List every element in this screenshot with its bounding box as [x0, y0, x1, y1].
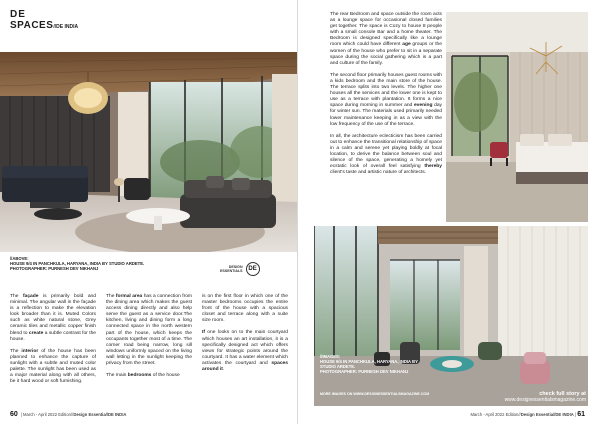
left-photo-caption — [10, 256, 210, 271]
caption-head: //IMAGES: — [320, 354, 341, 359]
brand-spaces: SPACES — [10, 20, 54, 31]
paragraph: is on the first floor in which one of the master bedrooms occupies the entire front of the house with a spacious closet and terrace along with a suite size room. — [202, 294, 288, 324]
caption-line: STUDIO ARDETE. — [320, 364, 356, 369]
living-room-photo — [0, 52, 298, 252]
paragraph: In all, the architecture eclecticism has been carried out to enhance the transitional relationship of space in a calm and serene yet playing boldly at focal location, to derive the balance between soul and silence of the space, generating a homely yet ecstatic look of overall feel satisfying thereby client's taste and artistic nature of architects. — [330, 133, 442, 176]
left-page — [0, 0, 298, 424]
logo-line: ESSENTIALS — [220, 269, 243, 273]
logo-line: DESIGN — [228, 265, 243, 269]
footer-sep: | — [573, 412, 578, 417]
paragraph: The second floor primarily houses guest rooms with a kids bedroom and the main store of the house. The terrace splits into two levels. The higher one houses all the services and the lower one is kept to use as a terrace with plantation. It forms a nice space during morning in summer and evening day for winter sun. The materials used primarily needed lower maintenance keeping in as a view with the low frequency of the use of the terrace. — [330, 72, 442, 127]
right-page — [300, 0, 600, 424]
left-column-3 — [202, 294, 288, 379]
left-column-1 — [10, 294, 96, 391]
courtyard-photo — [314, 226, 588, 406]
footer-text: March - April 2022 Edition// — [470, 412, 521, 417]
page-number: 61 — [577, 411, 585, 418]
brand-de: DE — [10, 9, 26, 20]
paragraph: The formal area has a connection from the dining area which makes the guest access dining directly and also help serve the guest as a service door.The kitchen, living and dining form a long connected space in the north western part of the house, which keeps the occupants together most of a time. The corner road being narrow, long sill windows uniformly spaced on the living wall letting in the sunlight keeping the privacy from the street. — [106, 294, 192, 367]
bedroom-photo — [446, 12, 588, 222]
caption-line: HOUSE 9/4 IN PANCHKULA, HARYANA, INDIA BY STUDIO ARDETE. — [10, 261, 145, 266]
right-photo-caption — [320, 354, 440, 374]
check-line: check full story at — [539, 391, 586, 397]
caption-line: PHOTOGRAPHER: PURNESH DEV NIKHANJ — [320, 369, 409, 374]
footer-bold: Design Essentia//DE INDIA — [73, 412, 127, 417]
check-url[interactable]: www.designessentialsmagazine.com — [504, 397, 586, 403]
page-number: 60 — [10, 411, 18, 418]
magazine-brand — [10, 10, 78, 32]
footer-bold: Design Essentia//DE INDIA — [520, 412, 574, 417]
check-full-story[interactable] — [505, 391, 586, 403]
paragraph: If one looks on to the main courtyard which houses an art installation, it is a specifically designed act which offers views for strategic points around the courtyard. It has a water element which activates the courtyard and spaces around it. — [202, 330, 288, 373]
paragraph: The rear Bedroom and space outside the room acts as a lounge space for occasional closed families get together. The space is Cozy to house 8 people with a small console Bar and a home theater. The Bedroom is designed specifically like a lounge room which could have different age groups or the women of the house who prefer to sit in a separate space during the social gathering which is a part and culture of the family. — [330, 12, 442, 66]
footer-text: | March - April 2022 Edition// — [20, 412, 74, 417]
left-column-2 — [106, 294, 192, 385]
paragraph: The main bedrooms of the house — [106, 373, 180, 379]
caption-head: //ABOVE: — [10, 256, 29, 261]
more-images-link[interactable]: MORE IMAGES ON WWW.DESIGNESSENTIALSMAGAZINE.COM — [320, 392, 430, 396]
paragraph: The interior of the house has been planned to enhance the capture of sunlight with a subtle and muted color palette. The sunlight has been used as a major material along with all others, be it hard wood or soft furnishing. — [10, 348, 96, 385]
paragraph: The façade is primarily bold and minimal. The angular wall in the façade is a reflection to make the elevation look broader than it is. Muted Colors such as white natural stone, Grey ceramic tiles and metallic copper finish blend to create a subtle contrast for the house. — [10, 294, 97, 342]
right-column-1 — [330, 12, 442, 182]
right-footer — [470, 411, 588, 418]
caption-line: HOUSE 9/4 IN PANCHKULA, HARYANA, INDIA BY — [320, 359, 418, 364]
logo-mark: DE — [246, 262, 260, 276]
brand-sub: //DE INDIA — [53, 24, 79, 30]
caption-line: PHOTOGRAPHER: PURNESH DEV NIKHANJ — [10, 266, 99, 271]
left-footer — [10, 411, 126, 418]
design-essentials-logo — [220, 262, 260, 276]
